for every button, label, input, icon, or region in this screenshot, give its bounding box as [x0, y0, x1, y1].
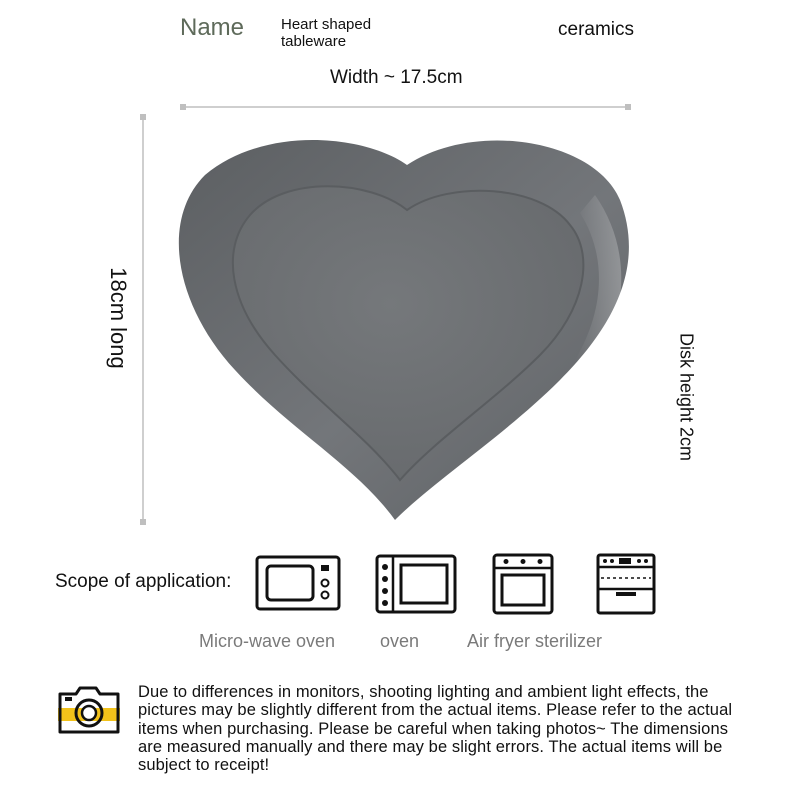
microwave-oven-label: Micro-wave oven: [199, 631, 336, 651]
product-name-line-2: tableware: [281, 33, 347, 50]
name-label: Name: [180, 14, 245, 41]
width-label: Width ~ 17.5cm: [330, 67, 463, 88]
length-line-start-marker: [140, 114, 146, 120]
product-name-line-1: Heart shaped: [281, 16, 372, 33]
length-dimension-line: [142, 117, 144, 522]
width-line-end-marker: [625, 104, 631, 110]
oven-label: oven: [380, 631, 420, 651]
material-value: ceramics: [558, 19, 635, 40]
microwave-icon: [255, 553, 341, 613]
sterilizer-icon: [596, 553, 656, 615]
length-label: 18cm long: [106, 267, 131, 369]
air-fryer-sterilizer-label: Air fryer sterilizer: [467, 631, 603, 651]
width-line-start-marker: [180, 104, 186, 110]
disclaimer-text: Due to differences in monitors, shooting lighting and ambient light effects, the pictures may be slightly different from the actual items. Please refer to the actual items when purchasing. Please be careful when taking photos~ The dimensions are measured manually and there may be slight errors. The actual items will be subject to receipt!: [138, 683, 733, 775]
length-line-end-marker: [140, 519, 146, 525]
heart-plate-well: [233, 186, 584, 480]
air-fryer-icon: [492, 553, 554, 615]
camera-icon: [56, 686, 122, 736]
height-label: Disk height 2cm: [676, 332, 697, 462]
product-name: [281, 16, 411, 50]
heart-plate-image: [175, 135, 645, 535]
scope-of-application-label: Scope of application:: [55, 571, 232, 592]
oven-icon: [375, 553, 457, 615]
width-dimension-line: [183, 106, 628, 108]
